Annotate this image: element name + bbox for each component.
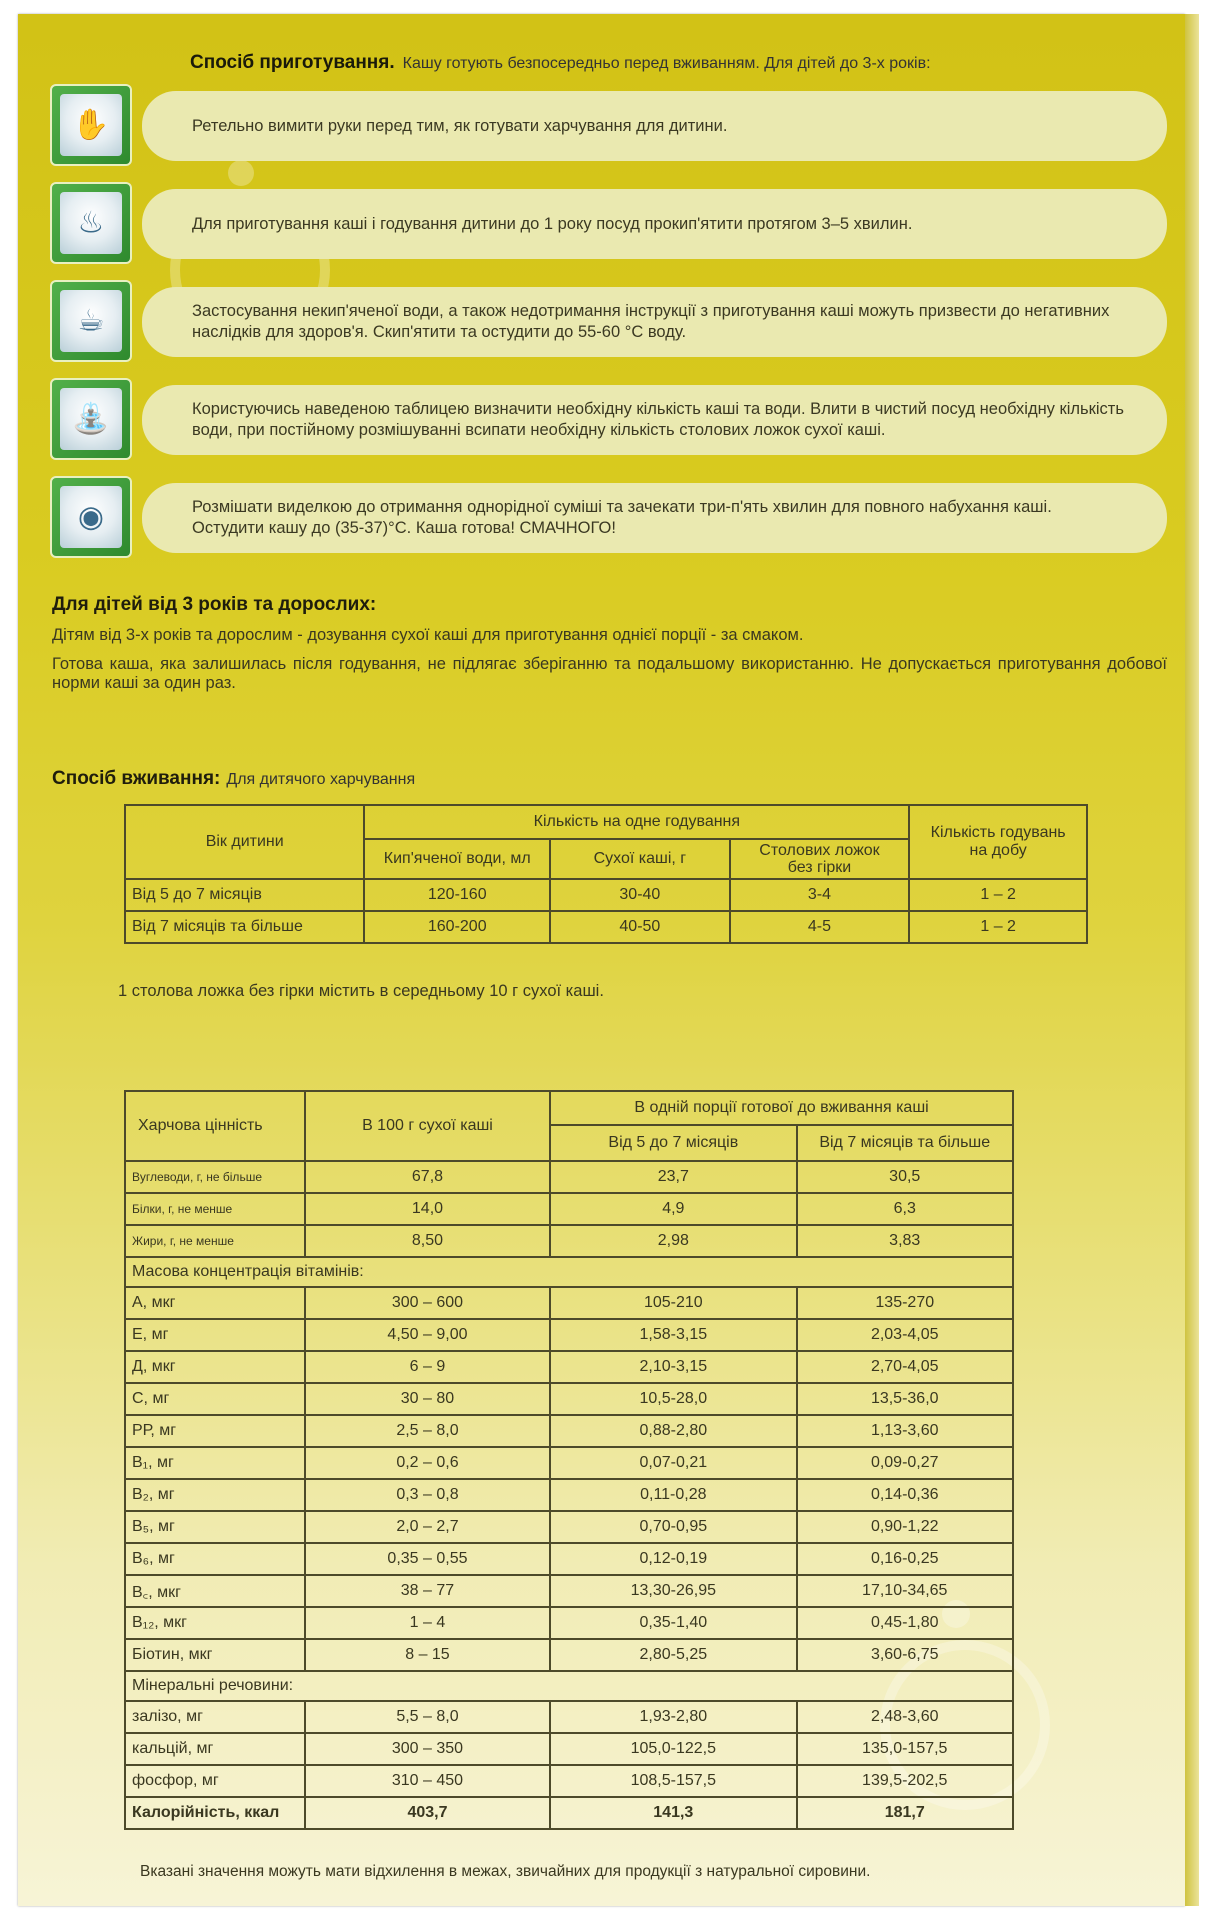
macro-rows <box>125 1161 1013 1257</box>
value-100g: 300 – 600 <box>305 1287 550 1319</box>
step-4: Користуючись наведеною таблицею визначити необхідну кількість каші та води. Влити в чистий посуд необхідну кількість води, при постійному розмішуванні всипати необхідну кількість столових ложок сухої каші. <box>142 385 1167 455</box>
amount-header: Кількість на одне годування <box>364 805 909 839</box>
nutrition-row <box>125 1447 1013 1479</box>
water-cell: 120-160 <box>364 879 550 911</box>
value-7plus: 1,13-3,60 <box>797 1415 1014 1447</box>
spoon-note: 1 столова ложка без гірки містить в середньому 10 г сухої каші. <box>118 982 604 1000</box>
value-7plus: 135-270 <box>797 1287 1014 1319</box>
kettle-icon: ☕ <box>50 280 132 362</box>
value-5-7: 2,10-3,15 <box>550 1351 796 1383</box>
spoons-header-line-2: без гірки <box>787 859 852 876</box>
nutrient-name: В₂, мг <box>125 1479 305 1511</box>
value-5-7: 0,35-1,40 <box>550 1607 796 1639</box>
nutrient-name: Білки, г, не менше <box>125 1193 305 1225</box>
value-5-7: 0,12-0,19 <box>550 1543 796 1575</box>
watermark-top-dot <box>228 160 254 186</box>
spoons-header <box>730 839 910 879</box>
mineral-rows <box>125 1701 1013 1797</box>
value-5-7: 0,11-0,28 <box>550 1479 796 1511</box>
value-100g: 14,0 <box>305 1193 550 1225</box>
nutrient-name: В₁, мг <box>125 1447 305 1479</box>
nutrition-row <box>125 1575 1013 1607</box>
pour-icon: ⛲ <box>50 378 132 460</box>
value-5-7: 1,58-3,15 <box>550 1319 796 1351</box>
adults-heading: Для дітей від 3 років та дорослих: <box>52 594 377 615</box>
value-5-7: 2,80-5,25 <box>550 1639 796 1671</box>
value-5-7: 0,70-0,95 <box>550 1511 796 1543</box>
usage-heading <box>52 768 415 790</box>
nutrition-header-5-7: Від 5 до 7 місяців <box>550 1125 796 1161</box>
table-row <box>125 879 1087 911</box>
value-5-7: 1,93-2,80 <box>550 1701 796 1733</box>
nutrition-header-7plus: Від 7 місяців та більше <box>797 1125 1014 1161</box>
value-7plus: 0,14-0,36 <box>797 1479 1014 1511</box>
minerals-section-row <box>125 1671 1013 1701</box>
nutrient-name: В₅, мг <box>125 1511 305 1543</box>
value-100g: 0,35 – 0,55 <box>305 1543 550 1575</box>
value-7plus: 0,45-1,80 <box>797 1607 1014 1639</box>
nutrition-row <box>125 1287 1013 1319</box>
nutrition-row <box>125 1319 1013 1351</box>
value-100g: 67,8 <box>305 1161 550 1193</box>
age-cell: Від 5 до 7 місяців <box>125 879 364 911</box>
value-100g: 6 – 9 <box>305 1351 550 1383</box>
value-100g: 2,5 – 8,0 <box>305 1415 550 1447</box>
nutrient-name: С, мг <box>125 1383 305 1415</box>
age-cell: Від 7 місяців та більше <box>125 911 364 943</box>
nutrition-row <box>125 1639 1013 1671</box>
vitamins-label: Масова концентрація вітамінів: <box>125 1257 1013 1287</box>
value-7plus: 2,48-3,60 <box>797 1701 1014 1733</box>
value-7plus: 135,0-157,5 <box>797 1733 1014 1765</box>
adults-paragraph-2: Готова каша, яка залишилась після годування, не підлягає зберіганню та подальшому використанню. Не допускається приготування добової норми каші за один раз. <box>52 655 1167 692</box>
footnote: Вказані значення можуть мати відхилення в межах, звичайних для продукції з натуральної сировини. <box>140 1863 871 1880</box>
nutrient-name: Е, мг <box>125 1319 305 1351</box>
value-100g: 0,2 – 0,6 <box>305 1447 550 1479</box>
nutrient-name: В꜀, мкг <box>125 1575 305 1607</box>
calories-100g: 403,7 <box>305 1797 550 1829</box>
value-7plus: 30,5 <box>797 1161 1014 1193</box>
nutrition-row <box>125 1225 1013 1257</box>
feedings-header <box>909 805 1087 879</box>
calories-5-7: 141,3 <box>550 1797 796 1829</box>
value-100g: 4,50 – 9,00 <box>305 1319 550 1351</box>
minerals-label: Мінеральні речовини: <box>125 1671 1013 1701</box>
dry-cell: 40-50 <box>550 911 730 943</box>
preparation-intro <box>190 52 931 74</box>
dry-header: Сухої каші, г <box>550 839 730 879</box>
value-5-7: 105,0-122,5 <box>550 1733 796 1765</box>
nutrient-name: Біотин, мкг <box>125 1639 305 1671</box>
spoons-cell: 3-4 <box>730 879 910 911</box>
value-5-7: 108,5-157,5 <box>550 1765 796 1797</box>
feedings-header-line-2: на добу <box>969 842 1027 859</box>
bowl-icon: ◉ <box>50 476 132 558</box>
nutrient-name: А, мкг <box>125 1287 305 1319</box>
vitamins-section-row <box>125 1257 1013 1287</box>
value-5-7: 2,98 <box>550 1225 796 1257</box>
feedings-header-line-1: Кількість годувань <box>930 824 1066 841</box>
calories-name: Калорійність, ккал <box>125 1797 305 1829</box>
handwash-icon: ✋ <box>50 84 132 166</box>
usage-note: Для дитячого харчування <box>226 771 416 788</box>
value-7plus: 2,03-4,05 <box>797 1319 1014 1351</box>
calories-7plus: 181,7 <box>797 1797 1014 1829</box>
value-5-7: 4,9 <box>550 1193 796 1225</box>
value-5-7: 105-210 <box>550 1287 796 1319</box>
nutrition-table <box>124 1090 1014 1830</box>
nutrition-row <box>125 1733 1013 1765</box>
value-100g: 300 – 350 <box>305 1733 550 1765</box>
nutrition-row <box>125 1193 1013 1225</box>
nutrition-row <box>125 1511 1013 1543</box>
nutrient-name: Д, мкг <box>125 1351 305 1383</box>
value-100g: 8 – 15 <box>305 1639 550 1671</box>
nutrition-row <box>125 1543 1013 1575</box>
table-row <box>125 911 1087 943</box>
nutrition-row <box>125 1479 1013 1511</box>
nutrient-name: фосфор, мг <box>125 1765 305 1797</box>
value-100g: 0,3 – 0,8 <box>305 1479 550 1511</box>
nutrient-name: Вуглеводи, г, не більше <box>125 1161 305 1193</box>
feedings-cell: 1 – 2 <box>909 911 1087 943</box>
value-5-7: 13,30-26,95 <box>550 1575 796 1607</box>
value-7plus: 6,3 <box>797 1193 1014 1225</box>
value-7plus: 0,09-0,27 <box>797 1447 1014 1479</box>
nutrition-row <box>125 1351 1013 1383</box>
nutrient-name: Жири, г, не менше <box>125 1225 305 1257</box>
value-7plus: 2,70-4,05 <box>797 1351 1014 1383</box>
value-5-7: 23,7 <box>550 1161 796 1193</box>
step-2: Для приготування каші і годування дитини до 1 року посуд прокип'ятити протягом 3–5 хвилин. <box>142 189 1167 259</box>
nutrient-name: РР, мг <box>125 1415 305 1447</box>
value-7plus: 0,90-1,22 <box>797 1511 1014 1543</box>
vitamin-rows <box>125 1287 1013 1671</box>
value-7plus: 139,5-202,5 <box>797 1765 1014 1797</box>
nutrient-name: залізо, мг <box>125 1701 305 1733</box>
nutrition-header-portion: В одній порції готової до вживання каші <box>550 1091 1013 1125</box>
adults-paragraph-1: Дітям від 3-х років та дорослим - дозування сухої каші для приготування однієї порції - за смаком. <box>52 626 804 644</box>
spoons-header-line-1: Столових ложок <box>759 842 880 859</box>
nutrition-header-100g: В 100 г сухої каші <box>305 1091 550 1161</box>
nutrition-row <box>125 1765 1013 1797</box>
value-100g: 8,50 <box>305 1225 550 1257</box>
nutrition-row <box>125 1415 1013 1447</box>
value-100g: 5,5 – 8,0 <box>305 1701 550 1733</box>
value-5-7: 0,88-2,80 <box>550 1415 796 1447</box>
pot-icon: ♨ <box>50 182 132 264</box>
value-7plus: 0,16-0,25 <box>797 1543 1014 1575</box>
value-100g: 38 – 77 <box>305 1575 550 1607</box>
step-5: Розмішати виделкою до отримання однорідної суміші та зачекати три-п'ять хвилин для повного набухання каші. Остудити кашу до (35-37)°С. Каша готова! СМАЧНОГО! <box>142 483 1167 553</box>
nutrient-name: кальцій, мг <box>125 1733 305 1765</box>
step-3: Застосування некип'яченої води, а також недотримання інструкції з приготування каші можуть призвести до негативних наслідків для здоров'я. Скип'ятити та остудити до 55-60 °С воду. <box>142 287 1167 357</box>
nutrition-row <box>125 1607 1013 1639</box>
feedings-cell: 1 – 2 <box>909 879 1087 911</box>
value-7plus: 17,10-34,65 <box>797 1575 1014 1607</box>
value-100g: 1 – 4 <box>305 1607 550 1639</box>
water-header: Кип'яченої води, мл <box>364 839 550 879</box>
preparation-subtitle: Кашу готують безпосередньо перед вживанням. Для дітей до 3-х років: <box>402 55 931 72</box>
value-5-7: 0,07-0,21 <box>550 1447 796 1479</box>
nutrition-row <box>125 1161 1013 1193</box>
step-1: Ретельно вимити руки перед тим, як готувати харчування для дитини. <box>142 91 1167 161</box>
value-100g: 310 – 450 <box>305 1765 550 1797</box>
value-7plus: 3,60-6,75 <box>797 1639 1014 1671</box>
dosage-table <box>124 804 1088 944</box>
nutrition-header-name: Харчова цінність <box>125 1091 305 1161</box>
value-5-7: 10,5-28,0 <box>550 1383 796 1415</box>
nutrition-row <box>125 1701 1013 1733</box>
value-7plus: 3,83 <box>797 1225 1014 1257</box>
nutrient-name: В₆, мг <box>125 1543 305 1575</box>
value-100g: 30 – 80 <box>305 1383 550 1415</box>
nutrient-name: В₁₂, мкг <box>125 1607 305 1639</box>
dry-cell: 30-40 <box>550 879 730 911</box>
spoons-cell: 4-5 <box>730 911 910 943</box>
age-header: Вік дитини <box>125 805 364 879</box>
calories-row <box>125 1797 1013 1829</box>
nutrition-row <box>125 1383 1013 1415</box>
package-edge <box>1185 14 1199 1906</box>
usage-heading-label: Спосіб вживання: <box>52 768 221 789</box>
value-100g: 2,0 – 2,7 <box>305 1511 550 1543</box>
water-cell: 160-200 <box>364 911 550 943</box>
preparation-title: Спосіб приготування. <box>190 52 395 73</box>
value-7plus: 13,5-36,0 <box>797 1383 1014 1415</box>
